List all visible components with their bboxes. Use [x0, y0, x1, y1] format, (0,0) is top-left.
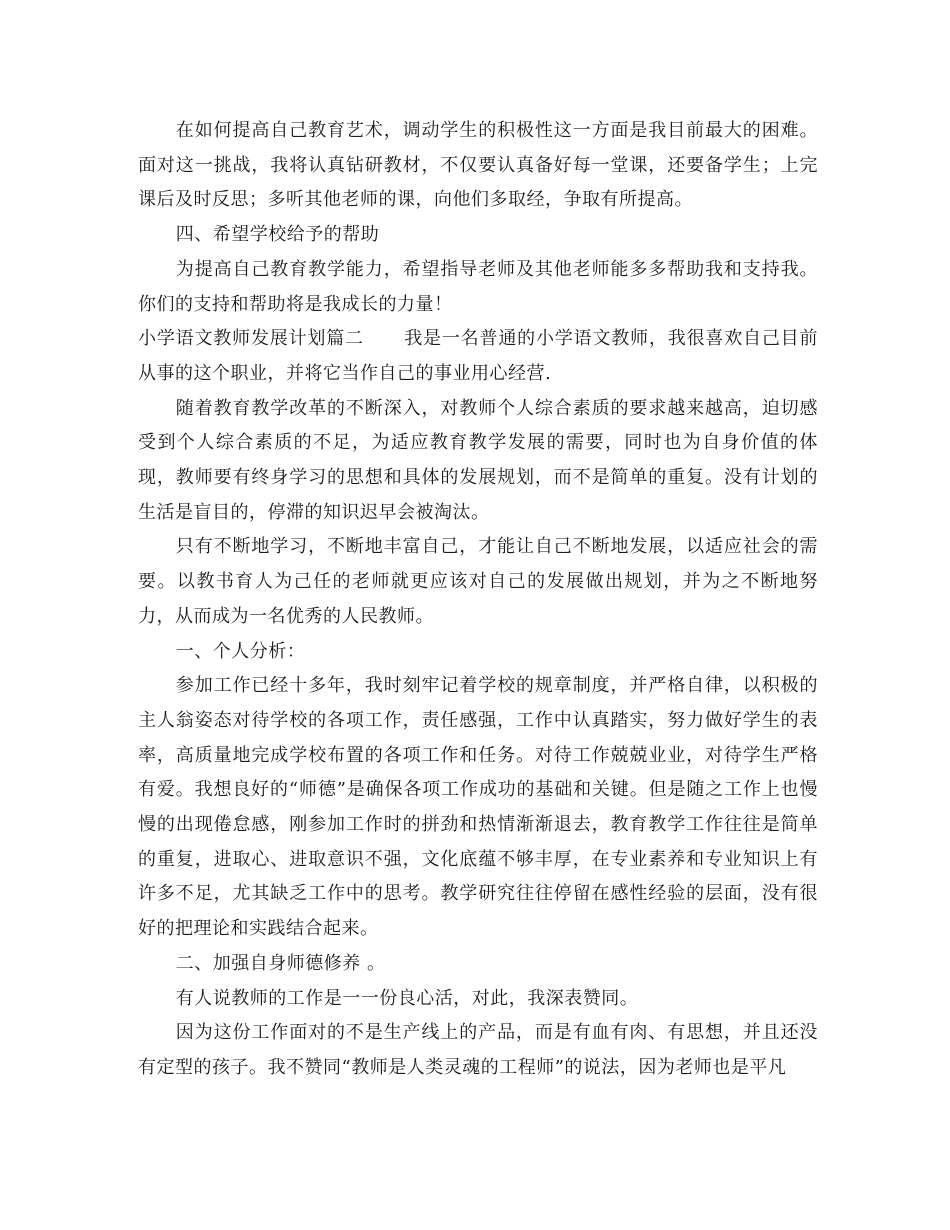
- article-title: 小学语文教师发展计划篇二: [138, 328, 364, 350]
- paragraph: 随着教育教学改革的不断深入，对教师个人综合素质的要求越来越高，迫切感受到个人综合素质的不足，为适应教育教学发展的需要，同时也为自身价值的体现，教师要有终身学习的思想和具体的发展规划，而不是简单的重复。没有计划的生活是盲目的，停滞的知识迟早会被淘汰。: [138, 397, 818, 523]
- paragraph: 只有不断地学习，不断地丰富自己，才能让自己不断地发展，以适应社会的需要。以教书育人为己任的老师就更应该对自己的发展做出规划，并为之不断地努力，从而成为一名优秀的人民教师。: [138, 536, 818, 627]
- paragraph: 有人说教师的工作是一一份良心活，对此，我深表赞同。: [175, 987, 639, 1009]
- section-heading: 二、加强自身师德修养 。: [175, 952, 386, 974]
- paragraph: 在如何提高自己教育艺术，调动学生的积极性这一方面是我目前最大的困难。面对这一挑战，我将认真钻研教材，不仅要认真备好每一堂课，还要备学生；上完课后及时反思；多听其他老师的课，向他们多取经，争取有所提高。: [138, 120, 818, 211]
- paragraph: 参加工作已经十多年，我时刻牢记着学校的规章制度，并严格自律，以积极的主人翁姿态对待学校的各项工作，责任感强，工作中认真踏实，努力做好学生的表率，高质量地完成学校布置的各项工作和任务。对待工作兢兢业业，对待学生严格有爱。我想良好的“师德”是确保各项工作成功的基础和关键。但是随之工作上也慢慢的出现倦怠感，刚参加工作时的拼劲和热情渐渐退去，教育教学工作往往是简单的重复，进取心、进取意识不强，文化底蕴不够丰厚，在专业素养和专业知识上有许多不足，尤其缺乏工作中的思考。教学研究往往停留在感性经验的层面，没有很好的把理论和实践结合起来。: [138, 675, 818, 940]
- paragraph: 为提高自己教育教学能力，希望指导老师及其他老师能多多帮助我和支持我。你们的支持和帮助将是我成长的力量！: [138, 258, 818, 315]
- paragraph: 因为这份工作面对的不是生产线上的产品，而是有血有肉、有思想，并且还没有定型的孩子。我不赞同“教师是人类灵魂的工程师”的说法，因为老师也是平凡: [138, 1022, 818, 1078]
- section-heading: 一、个人分析：: [175, 640, 306, 662]
- paragraph-inline: 我是一名普通的小学语文教师，我很喜欢自己目前从事的这个职业，并将它当作自己的事业用心经营.: [138, 328, 819, 384]
- section-heading: 四、希望学校给予的帮助: [175, 224, 380, 246]
- article-title-line: [138, 322, 818, 391]
- document-body: [138, 114, 818, 1086]
